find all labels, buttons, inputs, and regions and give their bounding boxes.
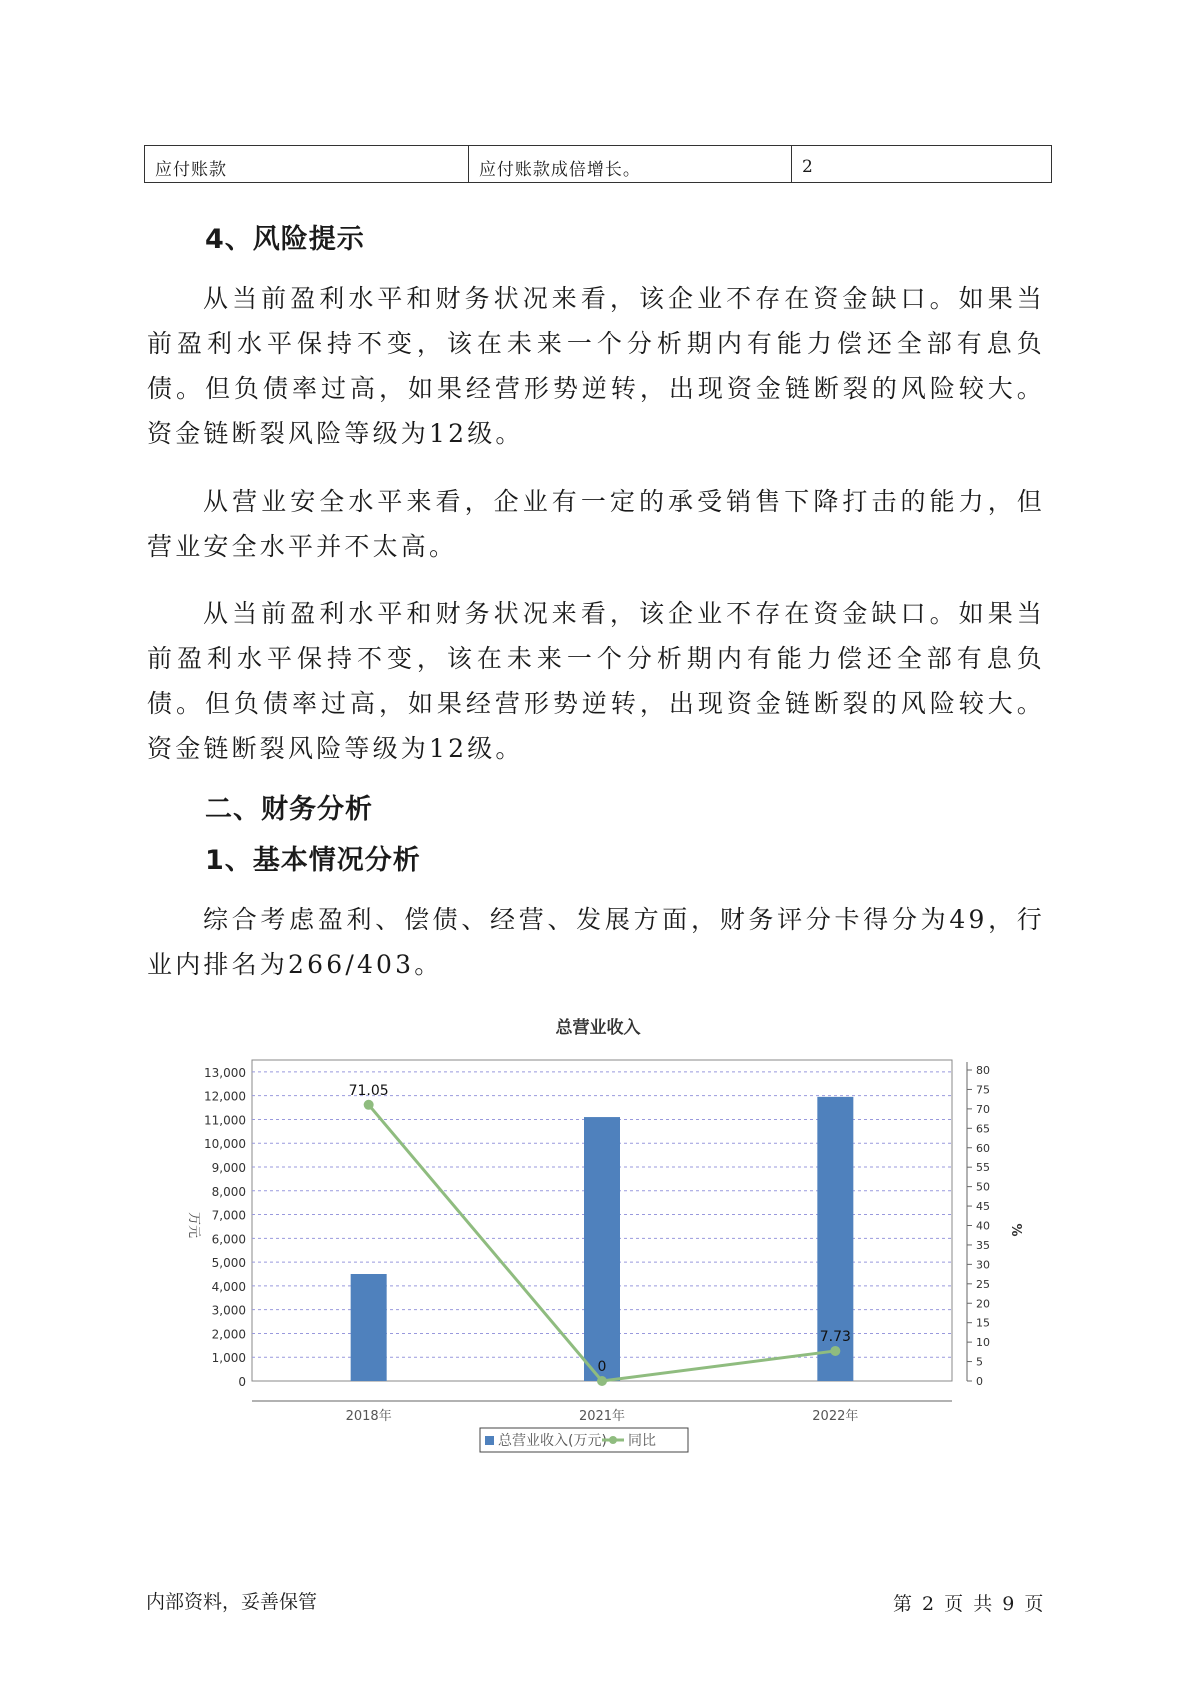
legend-bar-swatch (485, 1436, 494, 1445)
y2-tick-label: 65 (976, 1122, 990, 1136)
risk-heading: 4、风险提示 (205, 224, 365, 255)
left-axis-ticks (204, 1066, 246, 1389)
indicator-table (144, 145, 1052, 183)
legend (480, 1428, 688, 1452)
yoy-point (830, 1346, 840, 1356)
y-tick-label: 8,000 (211, 1184, 246, 1199)
x-tick-label: 2018年 (345, 1409, 392, 1424)
legend-bar-label: 总营业收入(万元) (498, 1433, 607, 1449)
chart-title: 总营业收入 (555, 1018, 641, 1038)
revenue-bar (351, 1274, 387, 1381)
yoy-data-label: 7.73 (819, 1328, 851, 1345)
revenue-bar (584, 1117, 620, 1381)
y2-tick-label: 15 (976, 1316, 990, 1330)
x-tick-label: 2021年 (578, 1409, 626, 1424)
y-tick-label: 10,000 (204, 1137, 246, 1152)
y-tick-label: 6,000 (211, 1232, 246, 1247)
y-tick-label: 5,000 (211, 1256, 246, 1271)
footer-confidential: 内部资料，妥善保管 (146, 1591, 318, 1613)
y2-tick-label: 35 (976, 1238, 990, 1252)
y-tick-label: 3,000 (211, 1303, 246, 1318)
y-tick-label: 1,000 (211, 1351, 246, 1366)
y-tick-label: 4,000 (211, 1279, 246, 1294)
yoy-data-label: 71.05 (348, 1082, 389, 1099)
y2-tick-label: 45 (976, 1200, 990, 1214)
risk-paragraph-2: 从营业安全水平来看，企业有一定的承受销售下降打击的能力，但营业安全水平并不太高。 (147, 487, 1045, 561)
y2-tick-label: 0 (976, 1375, 983, 1388)
yoy-data-label: 0 (597, 1359, 607, 1375)
left-axis-label: 万元 (186, 1211, 201, 1239)
y2-tick-label: 20 (976, 1297, 990, 1311)
y-tick-label: 0 (238, 1375, 246, 1389)
y-tick-label: 7,000 (211, 1208, 246, 1223)
revenue-chart (170, 1010, 1050, 1460)
legend-line-label: 同比 (628, 1433, 656, 1449)
y2-tick-label: 5 (976, 1355, 983, 1369)
bar-series (351, 1097, 854, 1381)
y2-tick-label: 75 (976, 1083, 990, 1097)
risk-paragraph-1: 从当前盈利水平和财务状况来看，该企业不存在资金缺口。如果当前盈利水平保持不变，该在未来一个分析期内有能力偿还全部有息负债。但负债率过高，如果经营形势逆转，出现资金链断裂的风险较大。资金链断裂风险等级为12级。 (147, 284, 1045, 448)
basic-analysis-heading: 1、基本情况分析 (205, 845, 421, 876)
y2-tick-label: 60 (976, 1141, 990, 1155)
yoy-point (364, 1100, 374, 1110)
table-cell-description: 应付账款成倍增长。 (468, 146, 791, 183)
table-row (145, 146, 1052, 183)
y2-tick-label: 10 (976, 1336, 990, 1350)
y2-tick-label: 25 (976, 1277, 990, 1291)
y2-tick-label: 55 (976, 1161, 990, 1175)
y-tick-label: 11,000 (204, 1113, 246, 1128)
footer-page-number: 第 2 页 共 9 页 (893, 1593, 1044, 1615)
y2-tick-label: 50 (976, 1180, 990, 1194)
risk-paragraph-3: 从当前盈利水平和财务状况来看，该企业不存在资金缺口。如果当前盈利水平保持不变，该在未来一个分析期内有能力偿还全部有息负债。但负债率过高，如果经营形势逆转，出现资金链断裂的风险较大。资金链断裂风险等级为12级。 (147, 599, 1045, 763)
table-cell-indicator: 应付账款 (145, 146, 469, 183)
legend-line-marker (609, 1436, 617, 1444)
table-cell-score: 2 (791, 146, 1051, 183)
y-tick-label: 9,000 (211, 1161, 246, 1175)
y-tick-label: 2,000 (211, 1327, 246, 1342)
y2-tick-label: 40 (976, 1219, 990, 1233)
y-tick-label: 12,000 (204, 1089, 246, 1104)
right-axis-label: % (1008, 1223, 1023, 1237)
finance-heading: 二、财务分析 (205, 794, 373, 825)
x-tick-label: 2022年 (812, 1409, 859, 1424)
y2-tick-label: 70 (976, 1102, 990, 1116)
yoy-point (597, 1376, 607, 1386)
y2-tick-label: 80 (976, 1064, 990, 1077)
right-axis-ticks (967, 1064, 990, 1388)
basic-analysis-paragraph: 综合考虑盈利、偿债、经营、发展方面，财务评分卡得分为49，行业内排名为266/403。 (147, 905, 1045, 979)
y-tick-label: 13,000 (204, 1065, 246, 1080)
x-axis-labels (346, 1408, 859, 1424)
y2-tick-label: 30 (976, 1258, 990, 1272)
